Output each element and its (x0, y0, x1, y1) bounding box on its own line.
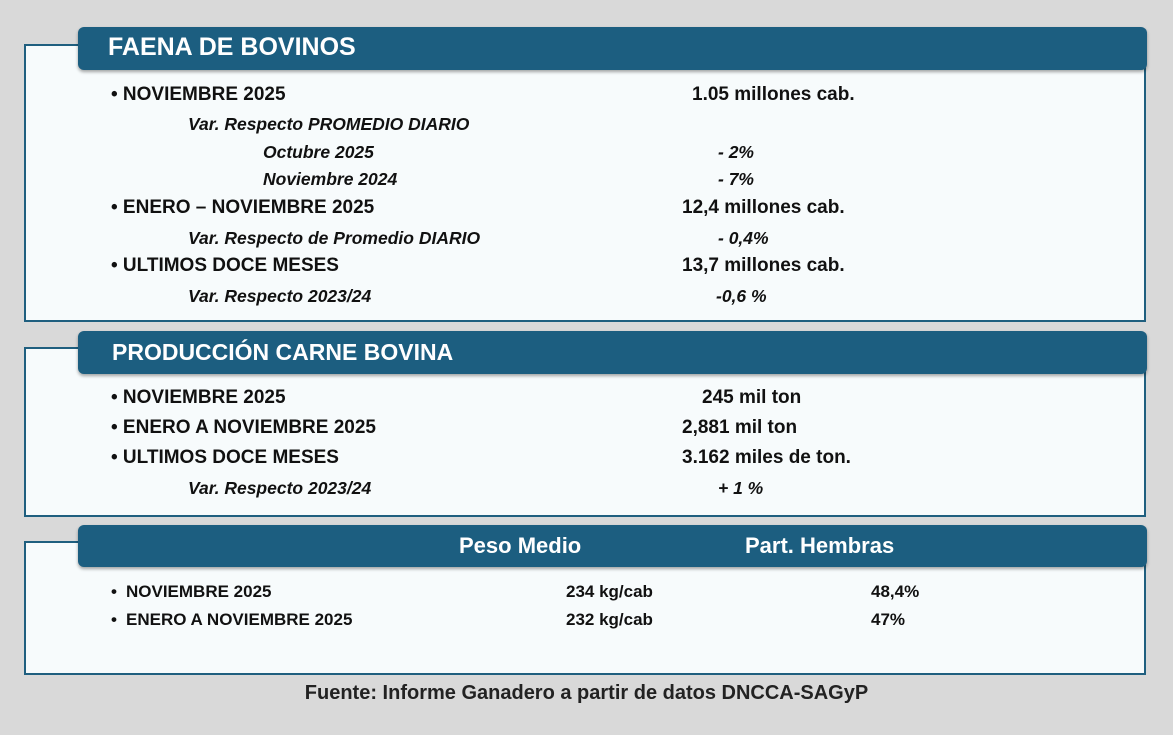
faena-oct-value: - 2% (718, 142, 754, 162)
faena-nov24-label: Noviembre 2024 (263, 169, 398, 189)
faena-ene-nov-label: • ENERO – NOVIEMBRE 2025 (111, 197, 375, 218)
peso-row-2-label: ENERO A NOVIEMBRE 2025 (126, 610, 353, 629)
produccion-title: PRODUCCIÓN CARNE BOVINA (112, 339, 454, 365)
peso-row-2-peso: 232 kg/cab (566, 610, 653, 629)
peso-row-2-bullet: • (111, 610, 117, 629)
prod-ene-nov-value: 2,881 mil ton (682, 417, 798, 438)
faena-doce-label: • ULTIMOS DOCE MESES (111, 255, 339, 276)
prod-nov-value: 245 mil ton (702, 387, 802, 408)
prod-nov-label: • NOVIEMBRE 2025 (111, 387, 286, 408)
produccion-header (78, 331, 1147, 374)
faena-var-prom-label: Var. Respecto PROMEDIO DIARIO (188, 114, 470, 134)
faena-title: FAENA DE BOVINOS (108, 33, 356, 61)
faena-oct-label: Octubre 2025 (263, 142, 374, 162)
peso-row-1-peso: 234 kg/cab (566, 582, 653, 601)
faena-var-prom2-value: - 0,4% (718, 228, 769, 248)
faena-nov-value: 1.05 millones cab. (692, 84, 855, 105)
source-footer: Fuente: Informe Ganadero a partir de datos DNCCA-SAGyP (304, 682, 869, 704)
peso-row-1-bullet: • (111, 582, 117, 601)
faena-doce-value: 13,7 millones cab. (682, 255, 845, 276)
prod-var-label: Var. Respecto 2023/24 (188, 478, 372, 498)
peso-row-1-hembras: 48,4% (871, 582, 920, 601)
prod-doce-value: 3.162 miles de ton. (682, 447, 851, 468)
peso-header (78, 525, 1147, 567)
prod-doce-label: • ULTIMOS DOCE MESES (111, 447, 339, 468)
faena-var-2324-value: -0,6 % (716, 286, 767, 306)
peso-row-2-hembras: 47% (871, 610, 906, 629)
hembras-col-header: Part. Hembras (745, 533, 895, 558)
peso-row-1-label: NOVIEMBRE 2025 (126, 582, 272, 601)
prod-ene-nov-label: • ENERO A NOVIEMBRE 2025 (111, 417, 376, 438)
faena-header (78, 27, 1147, 70)
faena-nov-label: • NOVIEMBRE 2025 (111, 84, 286, 105)
faena-var-prom2-label: Var. Respecto de Promedio DIARIO (188, 228, 481, 248)
faena-ene-nov-value: 12,4 millones cab. (682, 197, 845, 218)
faena-nov24-value: - 7% (718, 169, 754, 189)
faena-var-2324-label: Var. Respecto 2023/24 (188, 286, 372, 306)
peso-col-header: Peso Medio (459, 533, 582, 558)
prod-var-value: + 1 % (718, 478, 764, 498)
